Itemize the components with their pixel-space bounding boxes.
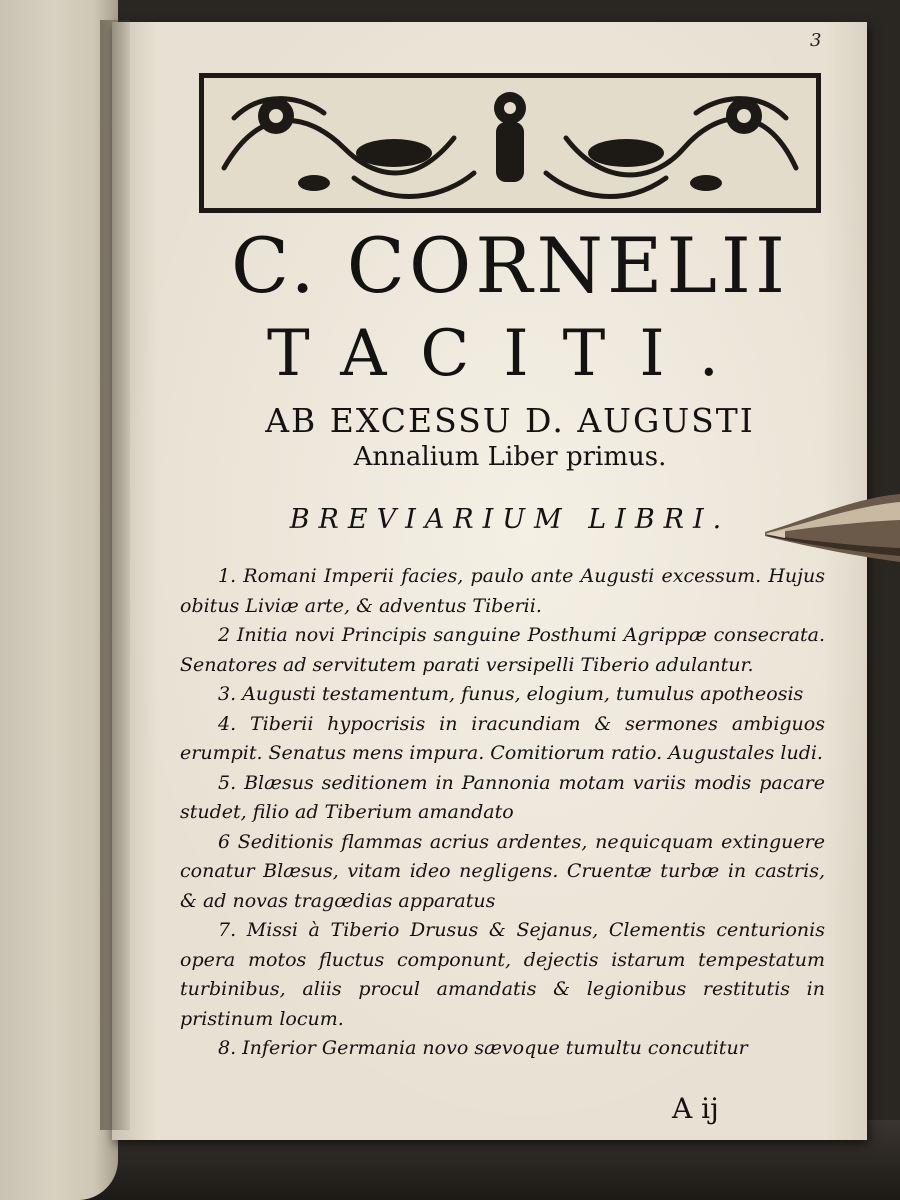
woodcut-headpiece-icon [199,73,821,213]
title-author-surname: TACITI. [267,317,753,391]
summary-item: 8. Inferior Germania novo sævoque tumultu concutitur [218,1037,748,1059]
summary-item: 3. Augusti testamentum, funus, elogium, tumulus apotheosis [218,683,804,705]
summary-text [180,562,825,1064]
summary-item: 5. Blæsus seditionem in Pannonia motam variis modis pacare studet, filio ad Tiberium amandato [180,771,825,823]
summary-item: 6 Seditionis flammas acrius ardentes, nequicquam extinguere conatur Blæsus, vitam ideo negligens. Cruentæ turbæ in castris, & ad novas tragœdias apparatus [180,830,825,912]
breviarium-heading: BREVIARIUM LIBRI. [289,504,731,535]
spine-shadow [100,20,130,1130]
metal-pointer-icon [755,490,900,584]
signature-mark: A ij [672,1092,719,1125]
summary-item: 7. Missi à Tiberio Drusus & Sejanus, Clementis centurionis opera motos fluctus componunt, dejectis istarum tempestatum turbinibus, aliis procul amandatis & legionibus restitutis in pristinum locum. [180,919,825,1030]
page-number: 3 [810,30,822,51]
summary-item: 2 Initia novi Principis sanguine Posthumi Agrippæ consecrata. Senatores ad servitutem parati versipelli Tiberio adulantur. [180,624,825,676]
title-author-name: C. CORNELII [231,221,789,310]
book-label: Annalium Liber primus. [353,442,667,472]
summary-item: 4. Tiberii hypocrisis in iracundiam & sermones ambiguos erumpit. Senatus mens impura. Comitiorum ratio. Augustales ludi. [180,712,825,764]
work-subtitle: AB EXCESSU D. AUGUSTI [265,401,755,440]
summary-item: 1. Romani Imperii facies, paulo ante Augusti excessum. Hujus obitus Liviæ arte, & adventus Tiberii. [180,565,825,617]
